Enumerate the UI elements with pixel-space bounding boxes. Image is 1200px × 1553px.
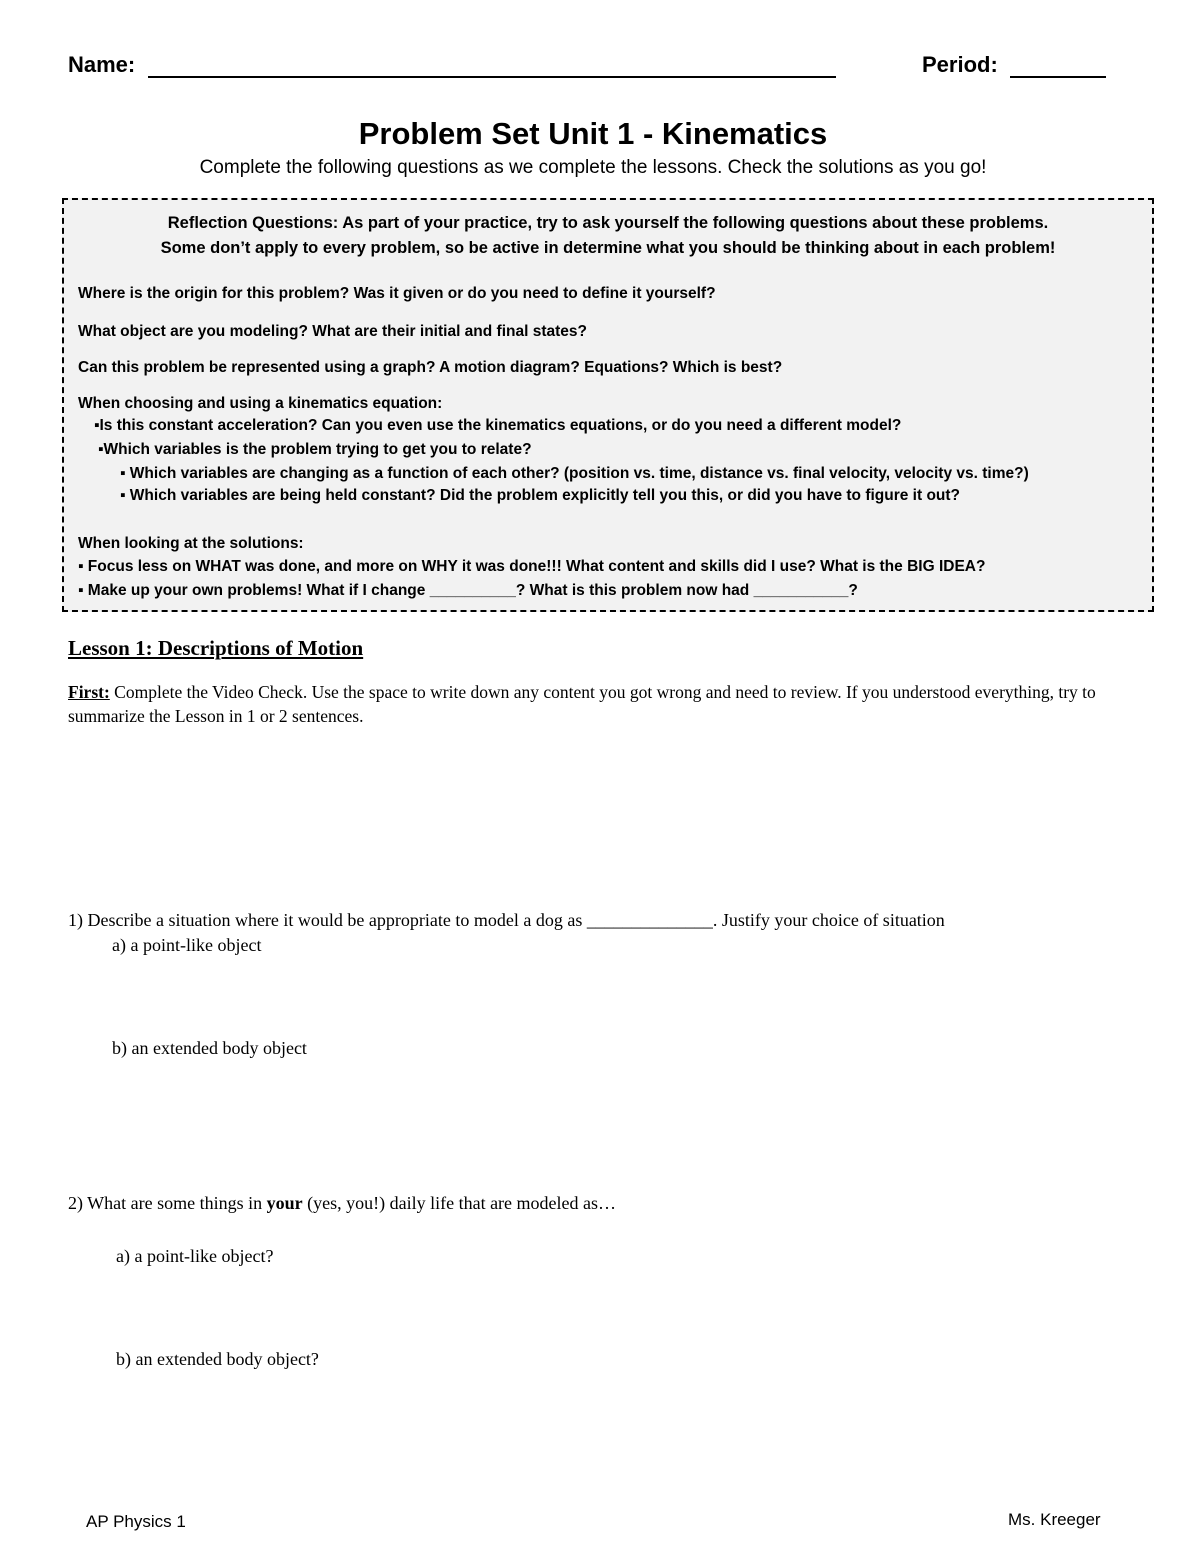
first-label: First: bbox=[68, 682, 110, 702]
lesson-title: Lesson 1: Descriptions of Motion bbox=[68, 636, 364, 660]
reflection-heading-line-1: Reflection Questions: As part of your practice, try to ask yourself the following questions about these problems. bbox=[167, 214, 1049, 232]
reflection-question-representation: Can this problem be represented using a graph? A motion diagram? Equations? Which is best? bbox=[78, 359, 783, 376]
reflection-questions-box bbox=[62, 198, 1154, 612]
reflection-subsubquestion-changing: ▪ Which variables are changing as a function of each other? (position vs. time, distance vs. final velocity, velocity vs. time?) bbox=[120, 465, 1029, 482]
reflection-question-origin: Where is the origin for this problem? Was it given or do you need to define it yourself? bbox=[78, 285, 716, 302]
question-2-emphasis: your bbox=[266, 1193, 303, 1213]
question-2a: a) a point-like object? bbox=[116, 1246, 274, 1266]
reflection-subquestion-variables: ▪Which variables is the problem trying to get you to relate? bbox=[98, 441, 532, 458]
solutions-bullet-why: ▪ Focus less on WHAT was done, and more on WHY it was done!!! What content and skills did I use? What is the BIG IDEA? bbox=[78, 558, 986, 575]
page-subtitle: Complete the following questions as we complete the lessons. Check the solutions as you go! bbox=[199, 157, 987, 178]
solutions-heading: When looking at the solutions: bbox=[78, 535, 304, 552]
name-label: Name: bbox=[68, 52, 136, 77]
question-1: 1) Describe a situation where it would be appropriate to model a dog as ______________. Justify your choice of situation bbox=[68, 910, 945, 930]
reflection-subsubquestion-constant: ▪ Which variables are being held constant? Did the problem explicitly tell you this, or did you have to figure it out? bbox=[120, 487, 961, 504]
first-instruction bbox=[68, 680, 1128, 728]
question-1a: a) a point-like object bbox=[112, 935, 262, 955]
footer-course: AP Physics 1 bbox=[86, 1512, 186, 1531]
question-2 bbox=[68, 1193, 616, 1214]
footer-teacher: Ms. Kreeger bbox=[1008, 1510, 1101, 1529]
question-2b: b) an extended body object? bbox=[116, 1349, 319, 1369]
period-blank-line[interactable] bbox=[1010, 76, 1106, 78]
page-title: Problem Set Unit 1 - Kinematics bbox=[358, 116, 828, 151]
name-blank-line[interactable] bbox=[148, 76, 836, 78]
first-instruction-text: Complete the Video Check. Use the space to write down any content you got wrong and need to review. If you understood everything, try to summarize the Lesson in 1 or 2 sentences. bbox=[68, 682, 1096, 726]
question-1b: b) an extended body object bbox=[112, 1038, 307, 1058]
reflection-question-equation: When choosing and using a kinematics equation: bbox=[78, 395, 443, 412]
reflection-question-object: What object are you modeling? What are their initial and final states? bbox=[78, 323, 587, 340]
reflection-heading bbox=[64, 211, 1152, 261]
question-2-prefix: 2) What are some things in bbox=[68, 1193, 267, 1213]
reflection-heading-line-2: Some don’t apply to every problem, so be active in determine what you should be thinking about in each problem! bbox=[160, 239, 1056, 257]
period-label: Period: bbox=[922, 52, 998, 77]
question-2-suffix: (yes, you!) daily life that are modeled as… bbox=[302, 1193, 617, 1213]
reflection-subquestion-acceleration: ▪Is this constant acceleration? Can you even use the kinematics equations, or do you need a different model? bbox=[94, 417, 902, 434]
solutions-bullet-own-problems: ▪ Make up your own problems! What if I change __________? What is this problem now had ___________? bbox=[78, 582, 858, 599]
